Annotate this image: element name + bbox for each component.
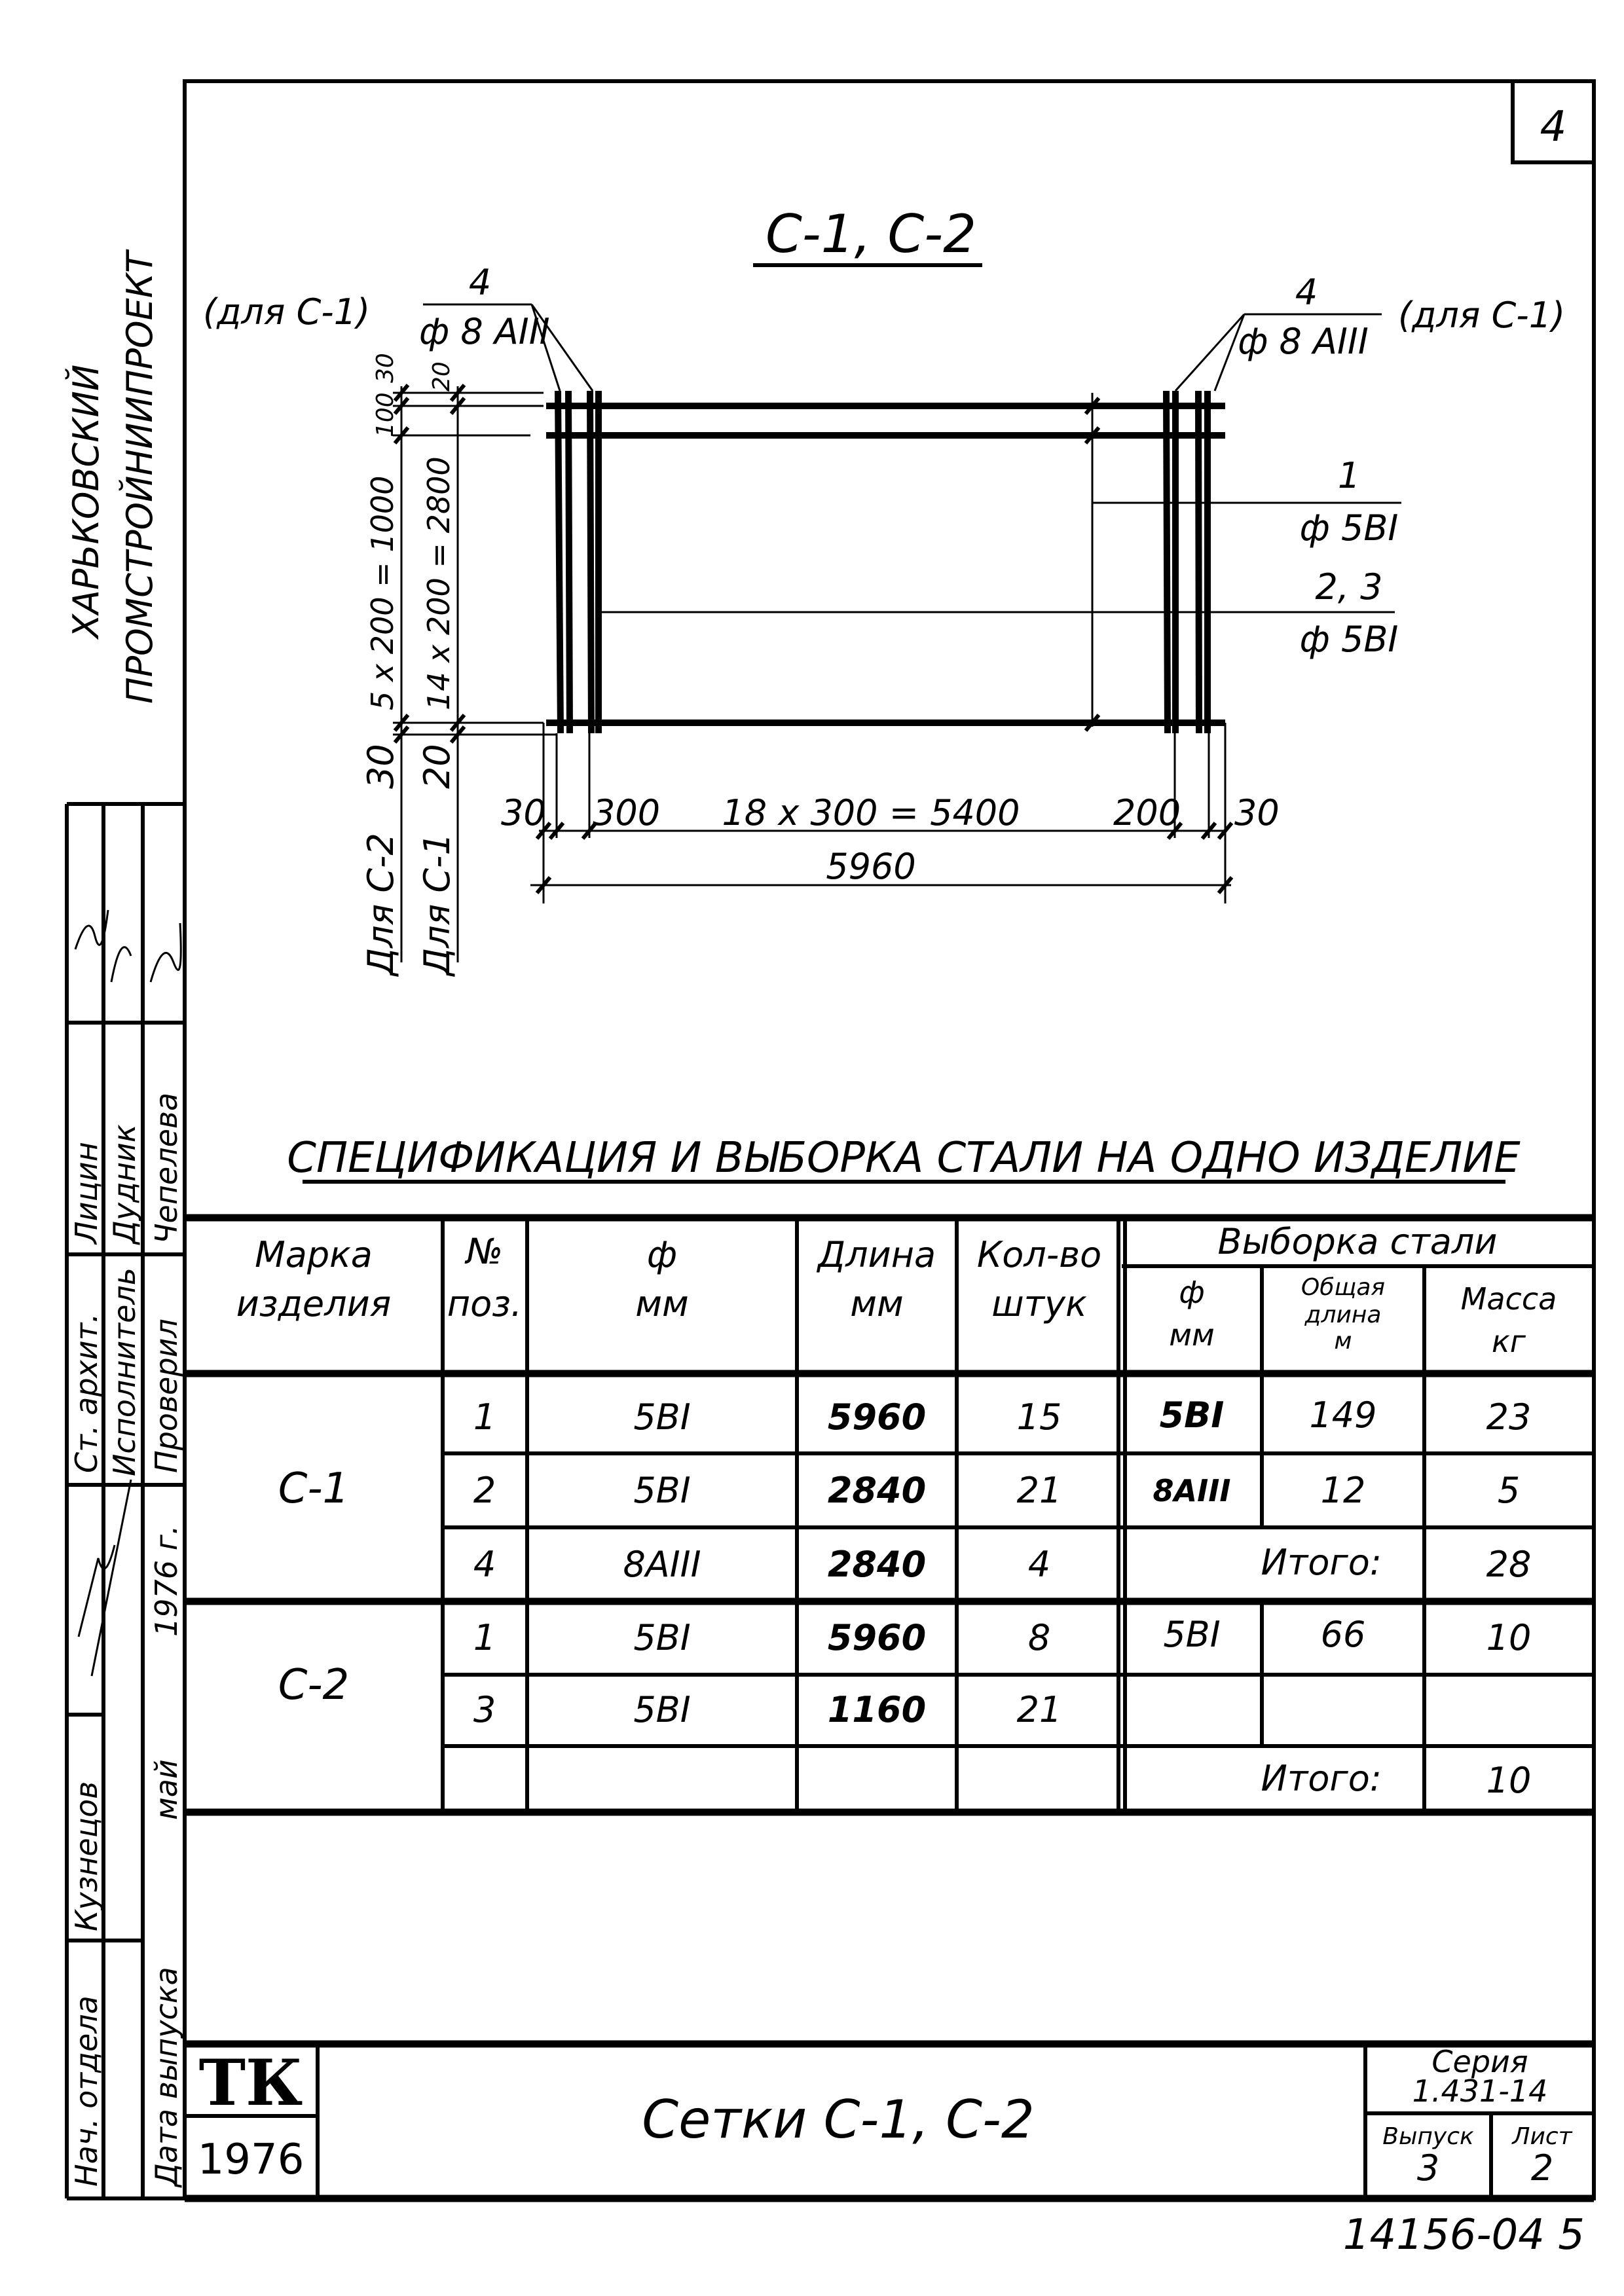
label-for-c1: Для С-1 xyxy=(416,833,458,975)
right-callout-note: (для С-1) xyxy=(1398,295,1566,336)
header-pos-2: поз. xyxy=(447,1283,523,1324)
svg-text:8: 8 xyxy=(1027,1617,1051,1658)
callout-23-bar: ф 5BI xyxy=(1299,619,1399,660)
left-callout-pos: 4 xyxy=(468,262,492,303)
stamp-role-head: Нач. отдела xyxy=(69,1995,104,2187)
sheet-number-box xyxy=(1513,81,1594,162)
left-callout-note: (для С-1) xyxy=(203,291,371,333)
callout-1-pos: 1 xyxy=(1337,455,1361,496)
dim-h-30-right: 30 xyxy=(1234,792,1280,833)
issue-number: 3 xyxy=(1416,2147,1440,2189)
table-row xyxy=(1261,1758,1532,1801)
dim-h-200: 200 xyxy=(1113,792,1181,833)
bar-transverse xyxy=(1166,391,1168,733)
stamp-name-litsin: Лицин xyxy=(69,1142,104,1244)
product-mark: С-1 xyxy=(278,1465,350,1513)
svg-text:5BI: 5BI xyxy=(633,1396,691,1438)
header-sel-dia: ф xyxy=(1179,1275,1205,1310)
approval-stamp xyxy=(67,804,185,2198)
organization xyxy=(65,249,160,704)
svg-text:5BI: 5BI xyxy=(1163,1614,1221,1655)
dim-overall: 5960 xyxy=(826,846,916,887)
svg-text:2: 2 xyxy=(473,1470,496,1511)
dim-h-30-left: 30 xyxy=(501,792,546,833)
label-for-c2: Для С-2 xyxy=(360,833,401,975)
series-number: 1.431-14 xyxy=(1412,2073,1548,2109)
dim-bottom-20: 20 xyxy=(416,744,458,789)
spec-heading: СПЕЦИФИКАЦИЯ И ВЫБОРКА СТАЛИ НА ОДНО ИЗДЕЛИЕ xyxy=(287,1134,1521,1182)
left-callout-bar: ф 8 AIII xyxy=(419,311,550,352)
stamp-name-kuznetsov: Кузнецов xyxy=(69,1781,104,1931)
stamp-name-chepeleva: Чепелева xyxy=(149,1092,184,1244)
header-dia: ф xyxy=(646,1234,678,1275)
dim-top-30: 30 xyxy=(372,353,399,383)
svg-text:4: 4 xyxy=(473,1544,496,1585)
header-dia-2: мм xyxy=(635,1283,689,1324)
sheet-number: 4 xyxy=(1540,103,1567,151)
spec-table xyxy=(185,1218,1594,1812)
svg-text:23: 23 xyxy=(1486,1396,1532,1438)
svg-text:8AIII: 8AIII xyxy=(623,1544,701,1585)
total-label: Итого: xyxy=(1261,1542,1382,1583)
issue-label: Выпуск xyxy=(1382,2123,1474,2150)
dim-h-span: 18 x 300 = 5400 xyxy=(722,792,1020,833)
stamp-name-dudnik: Дудник xyxy=(107,1124,142,1244)
stamp-role-executor: Исполнитель xyxy=(107,1267,142,1476)
svg-text:1160: 1160 xyxy=(827,1689,927,1730)
header-mark: Марка xyxy=(255,1234,373,1275)
svg-text:1: 1 xyxy=(473,1617,496,1658)
stamp-year: 1976 г. xyxy=(149,1525,184,1637)
svg-text:66: 66 xyxy=(1320,1614,1366,1655)
header-sel-dia-2: мм xyxy=(1169,1317,1215,1353)
drawing-title: С-1, С-2 xyxy=(765,204,977,264)
stamp-date-label: Дата выпуска xyxy=(149,1967,184,2187)
header-pos: № xyxy=(466,1231,504,1272)
right-callout-pos: 4 xyxy=(1295,272,1318,313)
svg-text:15: 15 xyxy=(1016,1396,1062,1438)
svg-text:4: 4 xyxy=(1027,1544,1051,1585)
table-row xyxy=(473,1689,1062,1730)
svg-text:5BI: 5BI xyxy=(633,1689,691,1730)
product-mark: С-2 xyxy=(278,1661,350,1709)
title-year: 1976 xyxy=(197,2136,304,2184)
dim-h-300: 300 xyxy=(593,792,661,833)
mesh-drawing xyxy=(203,204,1565,977)
svg-text:5BI: 5BI xyxy=(633,1470,691,1511)
total-mass: 10 xyxy=(1486,1760,1532,1801)
table-row xyxy=(473,1394,1532,1438)
header-sel-length-2: длина xyxy=(1304,1302,1382,1328)
header-sel-length-3: м xyxy=(1334,1328,1352,1355)
svg-text:5960: 5960 xyxy=(827,1617,927,1658)
header-length-2: мм xyxy=(850,1283,904,1324)
svg-text:5BI: 5BI xyxy=(1159,1394,1225,1436)
header-selection: Выборка стали xyxy=(1217,1221,1498,1262)
dim-top-20: 20 xyxy=(428,361,455,392)
svg-text:12: 12 xyxy=(1320,1470,1366,1511)
callout-23-pos: 2, 3 xyxy=(1315,566,1383,608)
bar-transverse xyxy=(558,391,561,733)
org-line1: ХАРЬКОВСКИЙ xyxy=(65,364,107,638)
series-label: Серия xyxy=(1431,2044,1528,2079)
svg-text:1: 1 xyxy=(473,1396,496,1438)
svg-text:5: 5 xyxy=(1497,1470,1521,1511)
dim-c2-spacing: 5 x 200 = 1000 xyxy=(365,475,400,710)
org-line2: ПРОМСТРОЙНИИПРОЕКТ xyxy=(119,251,160,704)
svg-text:21: 21 xyxy=(1016,1689,1062,1730)
svg-text:5BI: 5BI xyxy=(633,1617,691,1658)
dim-bottom-30: 30 xyxy=(360,744,401,789)
bar-transverse xyxy=(1198,391,1199,733)
stamp-month: май xyxy=(149,1759,184,1820)
tk-logo: ТК xyxy=(198,2046,303,2120)
header-mark-2: изделия xyxy=(236,1283,392,1324)
header-qty-2: штук xyxy=(991,1283,1087,1324)
svg-text:5960: 5960 xyxy=(827,1396,927,1438)
header-qty: Кол-во xyxy=(976,1234,1102,1275)
sheet-value: 2 xyxy=(1530,2147,1554,2189)
svg-text:10: 10 xyxy=(1486,1617,1532,1658)
bar-transverse xyxy=(590,391,591,733)
sheet-label: Лист xyxy=(1512,2123,1572,2150)
header-length: Длина xyxy=(817,1234,936,1275)
svg-text:149: 149 xyxy=(1309,1394,1377,1436)
dim-c1-spacing: 14 x 200 = 2800 xyxy=(421,456,456,710)
right-callout-bar: ф 8 AIII xyxy=(1238,321,1369,362)
svg-text:2840: 2840 xyxy=(827,1544,927,1585)
svg-text:8AIII: 8AIII xyxy=(1153,1473,1231,1508)
drawing-name: Сетки С-1, С-2 xyxy=(642,2089,1035,2150)
table-row xyxy=(473,1542,1532,1585)
header-sel-mass: Масса xyxy=(1460,1281,1557,1317)
header-sel-mass-2: кг xyxy=(1492,1324,1526,1359)
svg-text:3: 3 xyxy=(473,1689,496,1730)
title-block xyxy=(185,2044,1594,2198)
archive-code: 14156-04 5 xyxy=(1342,2211,1585,2259)
header-sel-length: Общая xyxy=(1301,1274,1386,1301)
svg-text:21: 21 xyxy=(1016,1470,1062,1511)
dim-top-100: 100 xyxy=(372,392,399,437)
bar-transverse xyxy=(568,391,570,733)
stamp-role-checked: Проверил xyxy=(149,1319,184,1473)
stamp-role-arch: Ст. архит. xyxy=(69,1313,104,1473)
callout-1-bar: ф 5BI xyxy=(1299,507,1399,549)
table-row xyxy=(473,1470,1520,1511)
svg-text:2840: 2840 xyxy=(827,1470,927,1511)
total-label: Итого: xyxy=(1261,1758,1382,1799)
total-mass: 28 xyxy=(1486,1544,1532,1585)
table-row xyxy=(473,1614,1532,1658)
